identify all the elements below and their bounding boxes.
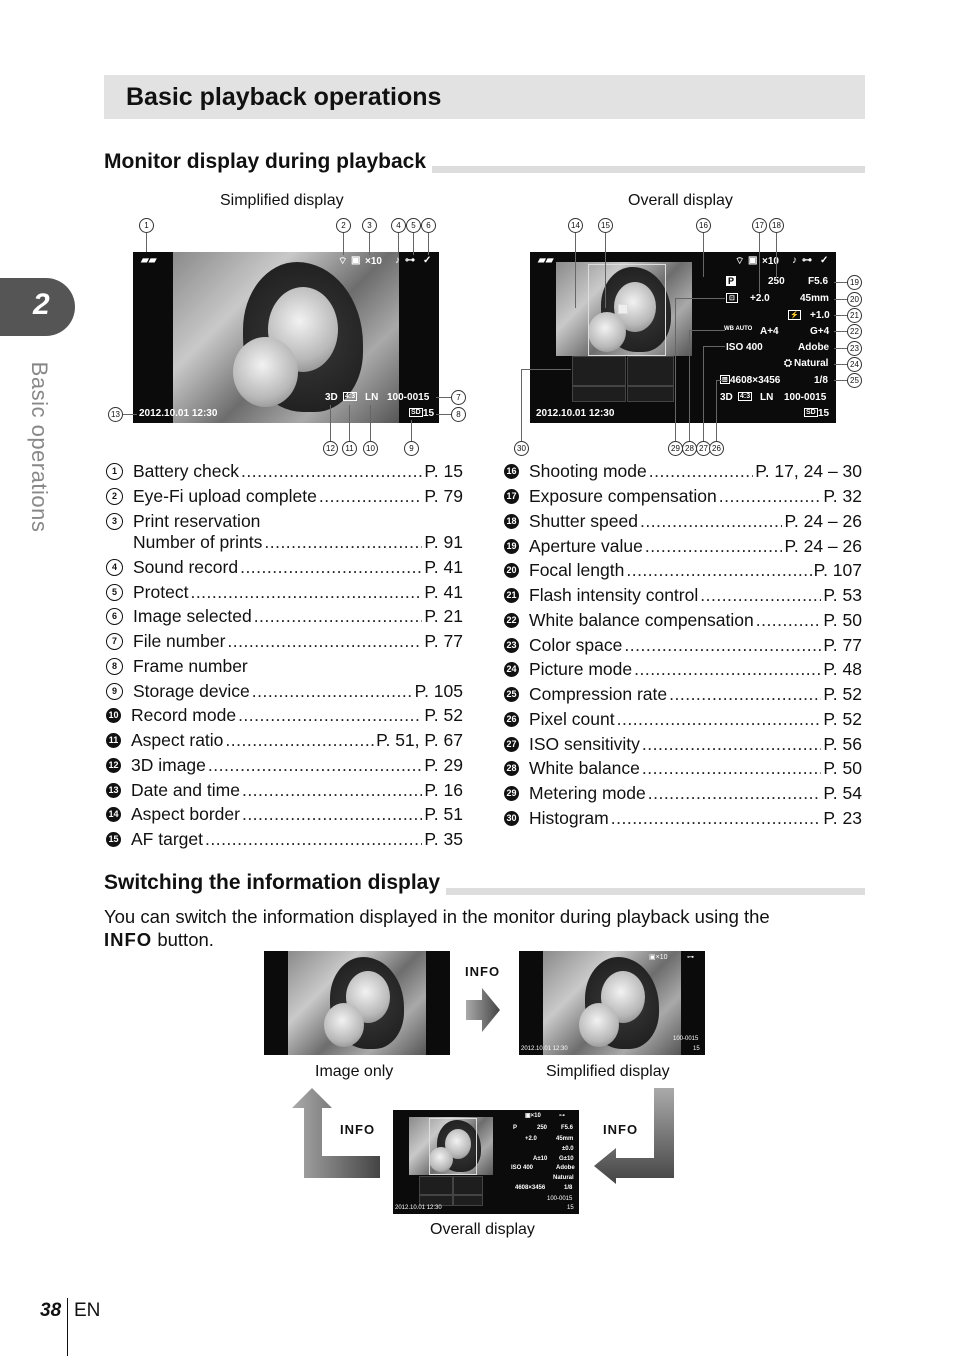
list-item: 1 Battery check ..... P. 15 — [106, 459, 463, 483]
picture-mode-icon: ⛭ — [784, 358, 792, 369]
callout-24: 24 — [847, 357, 862, 372]
callout-14: 14 — [568, 218, 583, 233]
list-item: 20 Focal length ..... P. 107 — [504, 558, 862, 582]
callout-8: 8 — [451, 407, 466, 422]
callout-6: 6 — [421, 218, 436, 233]
callout-3: 3 — [362, 218, 377, 233]
3d-badge: 3D — [325, 392, 338, 403]
storage-icon: SD — [411, 409, 421, 416]
callout-28: 28 — [682, 441, 697, 456]
simplified-display-screen — [133, 252, 439, 423]
compression-rate: 1/8 — [814, 375, 828, 386]
body-text-line2: INFO button. — [104, 929, 214, 950]
list-item: 12 3D image ..... P. 29 — [106, 753, 463, 777]
section-title-monitor: Monitor display during playback — [104, 150, 432, 174]
callout-22: 22 — [847, 324, 862, 339]
arrow-down-left-icon — [594, 1088, 676, 1184]
storage-icon: SD — [806, 409, 816, 416]
list-item: 4 Sound record ..... P. 41 — [106, 555, 463, 579]
callout-2: 2 — [336, 218, 351, 233]
caption-simplified: Simplified display — [220, 192, 344, 209]
callout-5: 5 — [406, 218, 421, 233]
iso-sensitivity: ISO 400 — [726, 342, 763, 353]
caption-image-only: Image only — [315, 1063, 394, 1080]
list-item: 25 Compression rate ..... P. 52 — [504, 682, 862, 706]
file-number: 100-0015 — [784, 392, 827, 403]
mini-simplified-screen: ▣×10 ⊶ 100-0015 2012.10.01 12:30 15 — [519, 951, 705, 1055]
list-item: 9 Storage device ..... P. 105 — [106, 679, 463, 703]
callout-12: 12 — [323, 441, 338, 456]
banner-title: Basic playback operations — [126, 83, 442, 111]
caption-overall-display: Overall display — [430, 1221, 535, 1238]
callout-25: 25 — [847, 373, 862, 388]
callout-1: 1 — [139, 218, 154, 233]
list-item: 2 Eye-Fi upload complete ..... P. 79 — [106, 484, 463, 508]
callout-17: 17 — [752, 218, 767, 233]
caption-overall: Overall display — [628, 192, 733, 209]
sound-icon: ♪ — [395, 255, 400, 266]
list-item: 29 Metering mode ..... P. 54 — [504, 781, 862, 805]
callout-30: 30 — [514, 441, 529, 456]
color-space: Adobe — [798, 342, 830, 353]
date-time: 2012.10.01 12:30 — [139, 408, 218, 419]
callout-7: 7 — [451, 390, 466, 405]
chapter-tab — [0, 278, 75, 336]
list-item: 7 File number ..... P. 77 — [106, 629, 463, 653]
caption-simplified-display: Simplified display — [546, 1063, 670, 1080]
list-item: 22 White balance compensation ..... P. 50 — [504, 608, 862, 632]
chapter-side-title: Basic operations — [27, 361, 52, 533]
record-mode: LN — [760, 392, 774, 403]
list-item: 17 Exposure compensation ..... P. 32 — [504, 484, 862, 508]
battery-icon: ▰▰ — [141, 255, 157, 266]
protect-icon: ⊶ — [802, 255, 812, 266]
callout-16: 16 — [696, 218, 711, 233]
body-text-line1: You can switch the information displayed in the monitor during playback using the — [104, 906, 770, 927]
list-item: 8 Frame number — [106, 654, 463, 678]
file-number: 100-0015 — [387, 392, 430, 403]
metering-icon: ⊡ — [726, 293, 738, 303]
image-only-screen — [264, 951, 450, 1055]
list-item: 14 Aspect border ..... P. 51 — [106, 802, 463, 826]
eyefi-icon: ⌔ — [338, 256, 348, 267]
list-item: 15 AF target ..... P. 35 — [106, 827, 463, 851]
check-icon: ✓ — [820, 255, 829, 266]
frame-number: 15 — [423, 408, 435, 419]
page-number: 38 — [40, 1300, 62, 1321]
shutter-speed: 250 — [768, 276, 785, 287]
callout-19: 19 — [847, 275, 862, 290]
exposure-comp: +2.0 — [750, 293, 770, 304]
section-title-switching: Switching the information display — [104, 871, 446, 895]
callout-26: 26 — [709, 441, 724, 456]
callout-23: 23 — [847, 341, 862, 356]
callout-15: 15 — [598, 218, 613, 233]
aperture-value: F5.6 — [808, 276, 829, 287]
info-label-3: INFO — [340, 1122, 376, 1137]
info-label-2: INFO — [603, 1122, 639, 1137]
page-language: EN — [74, 1300, 101, 1321]
sound-icon: ♪ — [792, 255, 797, 266]
aspect-badge: 4:3 — [345, 393, 356, 400]
pixel-count: 4608×3456 — [730, 375, 781, 386]
flash-intensity: +1.0 — [810, 310, 830, 321]
record-mode: LN — [365, 392, 379, 403]
list-item: 11 Aspect ratio ..... P. 51, P. 67 — [106, 728, 463, 752]
wb-comp-g: G+4 — [810, 326, 830, 337]
print-icon: ▣ — [748, 255, 758, 266]
callout-11: 11 — [342, 441, 357, 456]
footer-divider — [67, 1298, 68, 1356]
callout-21: 21 — [847, 308, 862, 323]
list-item: 26 Pixel count ..... P. 52 — [504, 707, 862, 731]
battery-icon: ▰▰ — [538, 255, 554, 266]
callout-9: 9 — [404, 441, 419, 456]
wb-label: WB AUTO — [724, 326, 753, 332]
af-target — [618, 304, 628, 314]
list-item: 30 Histogram ..... P. 23 — [504, 806, 862, 830]
print-icon: ▣ — [351, 255, 361, 266]
print-count: ×10 — [762, 256, 779, 267]
histogram — [572, 356, 626, 386]
callout-18: 18 — [769, 218, 784, 233]
focal-length: 45mm — [800, 293, 829, 304]
flash-icon: ⚡ — [790, 312, 799, 319]
date-time: 2012.10.01 12:30 — [536, 408, 615, 419]
picture-mode: Natural — [794, 358, 829, 369]
callout-29: 29 — [668, 441, 683, 456]
overall-display-screen: ▰▰ ⌔ ▣ ×10 ♪ ⊶ ✓ P 250 F5.6 ⊡ +2.0 45mm ⚡ +1.0 WB AUTO A+4 G+4 ISO 400 Adobe ⛭ Natural ▥ 4608×3456 1/8 3D 4:3 LN 100-0015 2012.10.01 12:30 SD 15 — [530, 252, 836, 423]
callout-20: 20 — [847, 292, 862, 307]
arrow-up-left-icon — [290, 1086, 382, 1180]
callout-10: 10 — [363, 441, 378, 456]
list-item: 6 Image selected ..... P. 21 — [106, 604, 463, 628]
eyefi-icon: ⌔ — [735, 256, 745, 267]
aspect-badge: 4:3 — [740, 393, 751, 400]
info-label-1: INFO — [465, 964, 501, 979]
list-item: 3 Print reservation — [106, 509, 463, 533]
list-item: 5 Protect ..... P. 41 — [106, 580, 463, 604]
frame-number: 15 — [818, 408, 830, 419]
list-item: 24 Picture mode ..... P. 48 — [504, 657, 862, 681]
list-item: 10 Record mode ..... P. 52 — [106, 703, 463, 727]
print-count: ×10 — [365, 256, 382, 267]
list-item: 16 Shooting mode ..... P. 17, 24 – 30 — [504, 459, 862, 483]
arrow-right-icon — [466, 988, 502, 1032]
list-item: 19 Aperture value ..... P. 24 – 26 — [504, 534, 862, 558]
mini-overall-screen: ▣×10 ⊶ P 250 F5.6 +2.0 45mm ±0.0 A±10 G±10 ISO 400 Adobe Natural 4608×3456 1/8 100-0015 2012.10.01 12:30 15 — [393, 1110, 579, 1214]
list-item: 13 Date and time ..... P. 16 — [106, 778, 463, 802]
list-item: 27 ISO sensitivity ..... P. 56 — [504, 732, 862, 756]
check-icon: ✓ — [423, 255, 432, 266]
list-item: Number of prints ..... P. 91 — [133, 530, 463, 554]
callout-13: 13 — [108, 407, 123, 422]
info-button-label: INFO — [104, 929, 153, 950]
chapter-number: 2 — [33, 288, 50, 321]
callout-4: 4 — [391, 218, 406, 233]
list-item: 28 White balance ..... P. 50 — [504, 756, 862, 780]
shooting-mode: P — [728, 276, 735, 286]
callout-27: 27 — [696, 441, 711, 456]
list-item: 21 Flash intensity control ..... P. 53 — [504, 583, 862, 607]
list-item: 18 Shutter speed ..... P. 24 – 26 — [504, 509, 862, 533]
list-item: 23 Color space ..... P. 77 — [504, 633, 862, 657]
wb-comp-a: A+4 — [760, 326, 779, 337]
chapter-banner — [104, 75, 865, 119]
protect-icon: ⊶ — [405, 255, 415, 266]
3d-badge: 3D — [720, 392, 733, 403]
